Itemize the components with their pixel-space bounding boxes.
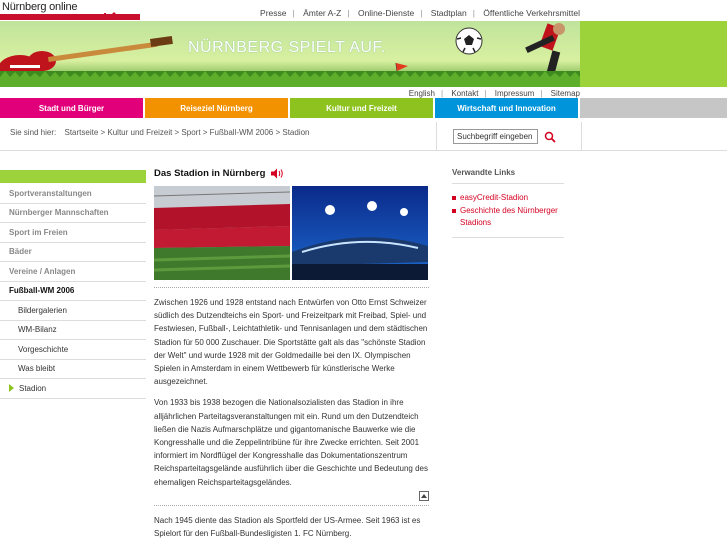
nav-tab-reiseziel[interactable]: Reiseziel Nürnberg <box>145 98 290 118</box>
paragraph-2: Von 1933 bis 1938 bezogen die Nationalsozialisten das Stadion in ihre alljährlichen Parteitagsveranstaltungen mit ein. Rund um den Dutzendteich ließen die Nazis Aufmarschplätze und gigantomanische Bauwerke wie die Kongresshalle und die Zeppelintribüne für ihre Zwecke errichten. Seit 2001 informiert im Nordflügel der Kongresshalle das Dokumentationszentrum Reichsparteitagsgelände ausführlich über die Geschichte und Bedeutung des ehemaligen Reichsparteitagsgeländes. <box>154 398 428 487</box>
breadcrumb-path[interactable]: Startseite > Kultur und Freizeit > Sport > Fußball-WM 2006 > Stadion <box>64 128 310 137</box>
sidebar-subitem-label: Stadion <box>19 383 47 393</box>
search-icon[interactable] <box>544 131 556 143</box>
top-link-online-dienste[interactable]: Online-Dienste <box>357 8 415 18</box>
logo-bar <box>0 14 140 20</box>
sidebar-item-baeder[interactable]: Bäder <box>0 243 146 263</box>
divider <box>436 122 437 150</box>
main-navigation <box>0 98 727 118</box>
sub-link-kontakt[interactable]: Kontakt <box>451 89 479 98</box>
stadium-night-photo[interactable] <box>292 186 428 280</box>
sub-link-impressum[interactable]: Impressum <box>494 89 535 98</box>
bullet-icon <box>452 209 456 213</box>
logo-text: Nürnberg online <box>2 1 78 13</box>
related-link-easycredit[interactable] <box>452 192 564 204</box>
search-input[interactable] <box>453 129 538 144</box>
nav-tab-empty <box>580 98 727 118</box>
related-links <box>452 168 564 238</box>
top-link-presse[interactable]: Presse <box>260 8 287 18</box>
top-link-stadtplan[interactable]: Stadtplan <box>430 8 467 18</box>
divider <box>154 505 429 506</box>
sidebar-subitem-was-bleibt[interactable]: Was bleibt <box>0 360 146 380</box>
breadcrumb-label: Sie sind hier: <box>10 128 57 137</box>
photo-row <box>154 186 429 280</box>
sidebar-header-bar <box>0 170 146 183</box>
sidebar-item-fussball-wm[interactable]: Fußball-WM 2006 <box>0 282 146 302</box>
related-link-geschichte[interactable] <box>452 205 564 229</box>
sidebar-subitem-bildergalerien[interactable]: Bildergalerien <box>0 301 146 321</box>
sidebar <box>0 184 146 399</box>
divider <box>581 122 582 150</box>
sidebar-item-vereine[interactable]: Vereine / Anlagen <box>0 262 146 282</box>
speaker-icon[interactable] <box>271 168 284 179</box>
divider <box>154 287 429 288</box>
nav-tab-stadt-und-buerger[interactable]: Stadt und Bürger <box>0 98 145 118</box>
related-links-list <box>452 192 564 229</box>
top-navigation: Presse | Ämter A-Z | Online-Dienste | Stadtplan | Öffentliche Verkehrsmittel <box>260 8 580 18</box>
sub-link-english[interactable]: English <box>408 89 435 98</box>
related-link-label: Geschichte des Nürnberger Stadions <box>460 206 558 227</box>
related-links-title: Verwandte Links <box>452 168 564 184</box>
sidebar-subitem-wm-bilanz[interactable]: WM-Bilanz <box>0 321 146 341</box>
sidebar-item-mannschaften[interactable]: Nürnberger Mannschaften <box>0 204 146 224</box>
divider <box>452 237 564 238</box>
sidebar-subitem-vorgeschichte[interactable]: Vorgeschichte <box>0 340 146 360</box>
sub-link-sitemap[interactable]: Sitemap <box>550 89 580 98</box>
arrow-right-icon <box>9 384 14 392</box>
divider <box>0 150 727 151</box>
paragraph-1: Zwischen 1926 und 1928 entstand nach Entwürfen von Otto Ernst Schweizer südlich des Dutzendteichs ein Sport- und Freizeitpark mit Freibad, Spiel- und Festwiesen, Fußball-, Leichtathletik- und Tennisanlagen und dem städtischen Stadion für 50 000 Zuschauer. Die Sportstätte galt als das "schönste Stadion der Welt" und wurde 1928 mit der Goldmedaille bei den IX. Olympischen Spielen in Amsterdam in einem Wettbewerb für künstlerische Werke ausgezeichnet. <box>154 298 428 387</box>
nav-tab-wirtschaft[interactable]: Wirtschaft und Innovation <box>435 98 580 118</box>
bullet-icon <box>452 196 456 200</box>
banner-slogan: NÜRNBERG SPIELT AUF. <box>188 39 386 56</box>
football-icon <box>455 27 483 55</box>
site-logo[interactable] <box>0 0 140 20</box>
sidebar-subitem-stadion[interactable] <box>0 379 146 399</box>
sidebar-item-sport-im-freien[interactable]: Sport im Freien <box>0 223 146 243</box>
page-title: Das Stadion in Nürnberg <box>154 168 266 179</box>
top-link-aemter[interactable]: Ämter A-Z <box>303 8 342 18</box>
header-banner <box>0 21 580 87</box>
stadium-interior-photo[interactable] <box>154 186 290 280</box>
banner-side-panel <box>580 21 727 87</box>
sidebar-item-sportveranstaltungen[interactable]: Sportveranstaltungen <box>0 184 146 204</box>
grass-strip <box>0 71 580 87</box>
page-title-row <box>154 168 429 179</box>
paragraph-3: Nach 1945 diente das Stadion als Sportfeld der US-Armee. Seit 1963 ist es Spielort für den Fußball-Bundesligisten 1. FC Nürnberg. <box>154 515 421 539</box>
to-top-icon[interactable] <box>419 491 429 501</box>
nav-tab-kultur-und-freizeit[interactable]: Kultur und Freizeit <box>290 98 435 118</box>
main-content <box>154 168 429 540</box>
related-link-label: easyCredit-Stadion <box>460 193 529 202</box>
service-navigation: English | Kontakt | Impressum | Sitemap <box>408 89 580 98</box>
breadcrumb <box>10 128 310 137</box>
top-link-verkehrsmittel[interactable]: Öffentliche Verkehrsmittel <box>483 8 580 18</box>
